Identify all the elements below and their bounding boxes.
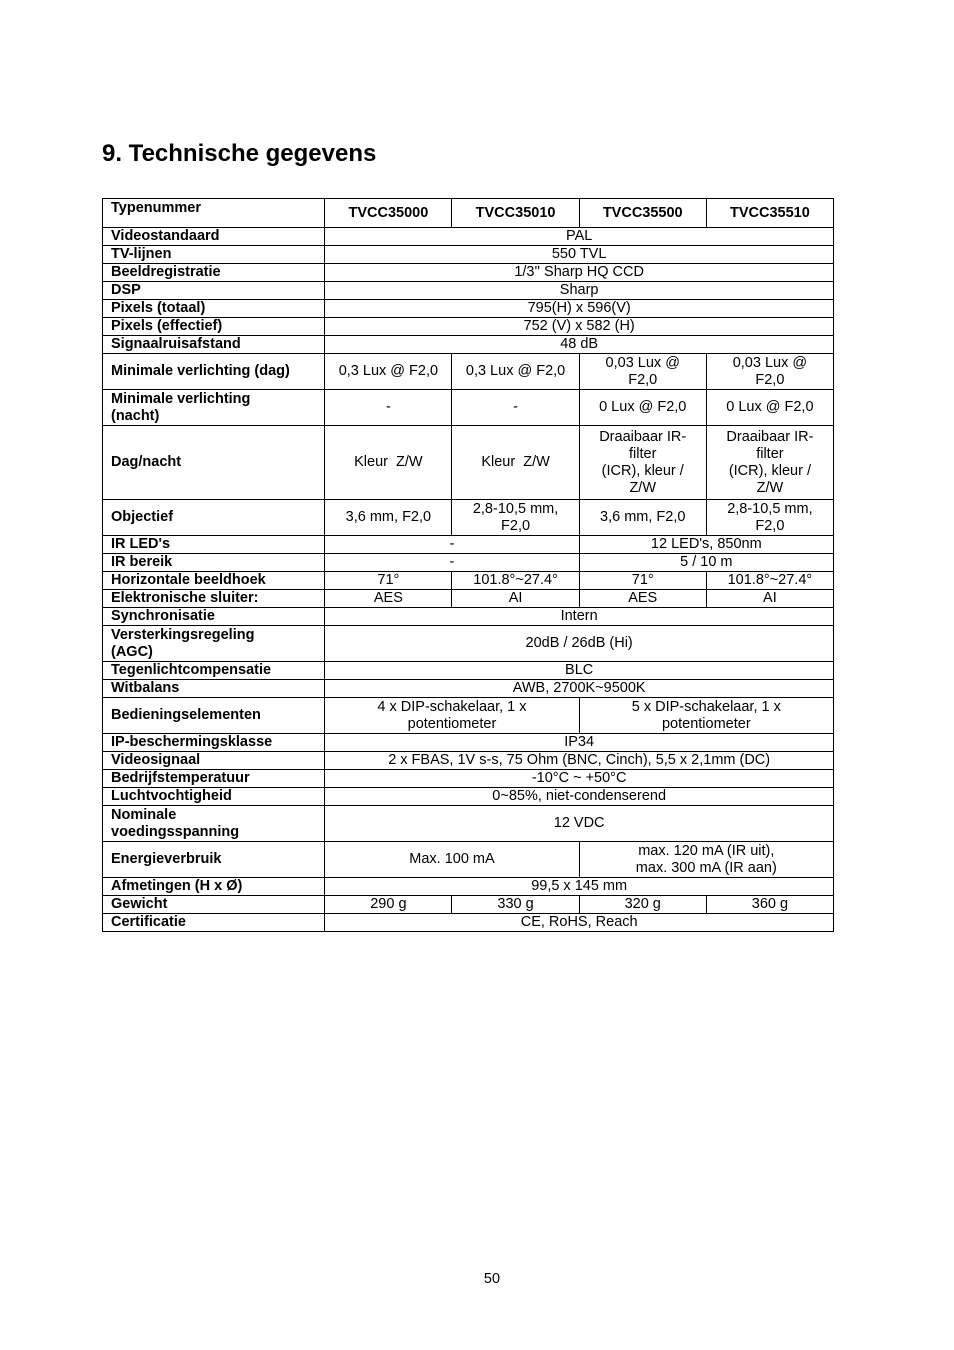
row-value: 0 Lux @ F2,0 (706, 390, 833, 426)
row-value: 290 g (325, 896, 452, 914)
row-value: 101.8°~27.4° (706, 572, 833, 590)
table-row (103, 246, 834, 264)
table-row (103, 608, 834, 626)
row-value: 1/3'' Sharp HQ CCD (325, 264, 834, 282)
row-label: Objectief (103, 500, 325, 536)
table-row (103, 770, 834, 788)
table-row (103, 572, 834, 590)
row-value: Intern (325, 608, 834, 626)
row-value: AI (452, 590, 579, 608)
row-value: 2,8-10,5 mm, F2,0 (452, 500, 579, 536)
row-label: Pixels (effectief) (103, 318, 325, 336)
row-value: 2,8-10,5 mm, F2,0 (706, 500, 833, 536)
row-value: IP34 (325, 734, 834, 752)
row-label: Minimale verlichting (nacht) (103, 390, 325, 426)
table-row (103, 626, 834, 662)
table-row (103, 426, 834, 500)
row-label: Bedieningselementen (103, 698, 325, 734)
row-value: - (325, 554, 579, 572)
row-value: Kleur Z/W (325, 426, 452, 500)
row-label: Signaalruisafstand (103, 336, 325, 354)
table-header-row (103, 199, 834, 228)
table-row (103, 896, 834, 914)
table-row (103, 590, 834, 608)
model-header: TVCC35510 (706, 199, 833, 228)
row-value: 20dB / 26dB (Hi) (325, 626, 834, 662)
row-value: AWB, 2700K~9500K (325, 680, 834, 698)
row-value: 12 VDC (325, 806, 834, 842)
table-row (103, 752, 834, 770)
row-value: 0,03 Lux @ F2,0 (579, 354, 706, 390)
row-label: Tegenlichtcompensatie (103, 662, 325, 680)
table-row (103, 788, 834, 806)
row-value: 2 x FBAS, 1V s-s, 75 Ohm (BNC, Cinch), 5,5 x 2,1mm (DC) (325, 752, 834, 770)
row-value: 0~85%, niet-condenserend (325, 788, 834, 806)
row-value: Kleur Z/W (452, 426, 579, 500)
row-value: Max. 100 mA (325, 842, 579, 878)
row-label: Videosignaal (103, 752, 325, 770)
row-label: Witbalans (103, 680, 325, 698)
row-label: Afmetingen (H x Ø) (103, 878, 325, 896)
row-value: Draaibaar IR- filter (ICR), kleur / Z/W (579, 426, 706, 500)
model-header: TVCC35500 (579, 199, 706, 228)
row-value: 5 x DIP-schakelaar, 1 x potentiometer (579, 698, 833, 734)
row-label: Horizontale beeldhoek (103, 572, 325, 590)
table-row (103, 734, 834, 752)
row-value: CE, RoHS, Reach (325, 914, 834, 932)
row-label: Luchtvochtigheid (103, 788, 325, 806)
model-header: TVCC35010 (452, 199, 579, 228)
row-value: 0,3 Lux @ F2,0 (325, 354, 452, 390)
row-value: 752 (V) x 582 (H) (325, 318, 834, 336)
table-row (103, 500, 834, 536)
row-label: IP-beschermingsklasse (103, 734, 325, 752)
row-label: Energieverbruik (103, 842, 325, 878)
table-row (103, 336, 834, 354)
table-row (103, 536, 834, 554)
row-value: 3,6 mm, F2,0 (325, 500, 452, 536)
row-value: AES (325, 590, 452, 608)
table-row (103, 282, 834, 300)
table-row (103, 698, 834, 734)
row-label: Beeldregistratie (103, 264, 325, 282)
row-label: IR LED's (103, 536, 325, 554)
row-label: DSP (103, 282, 325, 300)
row-value: 48 dB (325, 336, 834, 354)
row-value: 5 / 10 m (579, 554, 833, 572)
row-label: IR bereik (103, 554, 325, 572)
table-row (103, 662, 834, 680)
row-value: AES (579, 590, 706, 608)
row-label: Pixels (totaal) (103, 300, 325, 318)
row-value: max. 120 mA (IR uit), max. 300 mA (IR aan) (579, 842, 833, 878)
table-row (103, 878, 834, 896)
row-value: 3,6 mm, F2,0 (579, 500, 706, 536)
row-label: TV-lijnen (103, 246, 325, 264)
row-value: PAL (325, 228, 834, 246)
row-value: 71° (325, 572, 452, 590)
table-row (103, 842, 834, 878)
row-label: Minimale verlichting (dag) (103, 354, 325, 390)
row-value: AI (706, 590, 833, 608)
row-value: 99,5 x 145 mm (325, 878, 834, 896)
row-label: Videostandaard (103, 228, 325, 246)
row-value: BLC (325, 662, 834, 680)
row-value: 320 g (579, 896, 706, 914)
row-label: Bedrijfstemperatuur (103, 770, 325, 788)
header-label: Typenummer (103, 199, 325, 228)
row-value: - (325, 536, 579, 554)
row-label: Gewicht (103, 896, 325, 914)
row-value: 0,03 Lux @ F2,0 (706, 354, 833, 390)
row-value: 0,3 Lux @ F2,0 (452, 354, 579, 390)
row-label: Nominale voedingsspanning (103, 806, 325, 842)
row-value: - (452, 390, 579, 426)
row-value: 12 LED's, 850nm (579, 536, 833, 554)
row-value: -10°C ~ +50°C (325, 770, 834, 788)
page-title: 9. Technische gegevens (102, 140, 377, 167)
page-number: 50 (483, 1271, 501, 1287)
row-label: Elektronische sluiter: (103, 590, 325, 608)
table-row (103, 354, 834, 390)
row-value: 4 x DIP-schakelaar, 1 x potentiometer (325, 698, 579, 734)
row-label: Dag/nacht (103, 426, 325, 500)
row-label: Versterkingsregeling (AGC) (103, 626, 325, 662)
table-row (103, 264, 834, 282)
row-value: 550 TVL (325, 246, 834, 264)
table-row (103, 914, 834, 932)
table-row (103, 228, 834, 246)
row-value: 71° (579, 572, 706, 590)
row-value: 330 g (452, 896, 579, 914)
row-value: Sharp (325, 282, 834, 300)
table-row (103, 300, 834, 318)
row-value: 360 g (706, 896, 833, 914)
row-label: Synchronisatie (103, 608, 325, 626)
row-label: Certificatie (103, 914, 325, 932)
table-row (103, 318, 834, 336)
row-value: 0 Lux @ F2,0 (579, 390, 706, 426)
spec-table (102, 198, 834, 932)
table-row (103, 680, 834, 698)
row-value: - (325, 390, 452, 426)
table-row (103, 554, 834, 572)
model-header: TVCC35000 (325, 199, 452, 228)
table-row (103, 390, 834, 426)
table-row (103, 806, 834, 842)
row-value: 795(H) x 596(V) (325, 300, 834, 318)
row-value: Draaibaar IR- filter (ICR), kleur / Z/W (706, 426, 833, 500)
row-value: 101.8°~27.4° (452, 572, 579, 590)
